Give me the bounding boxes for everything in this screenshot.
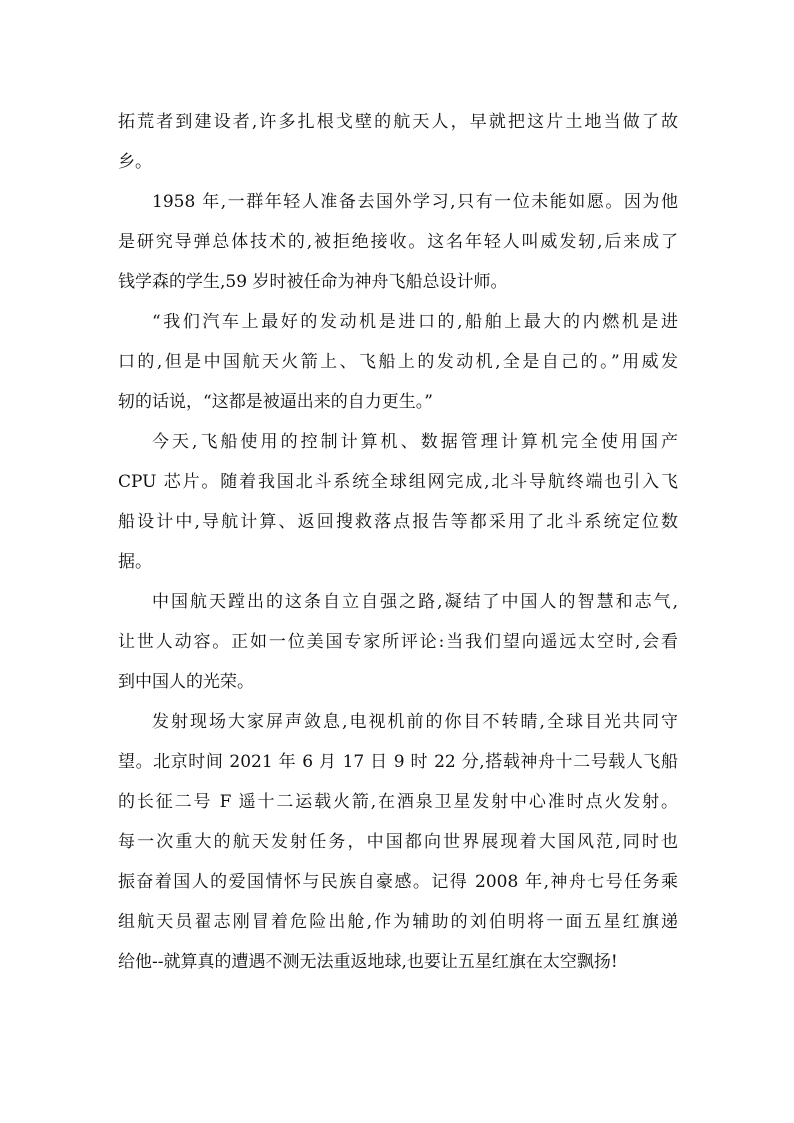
text-line: 让世人动容。正如一位美国专家所评论:当我们望向遥远太空时,会看 <box>118 632 678 652</box>
text-line: 振奋着国人的爱国情怀与民族自豪感。记得 2008 年,神舟七号任务乘 <box>118 872 678 892</box>
paragraph-5 <box>118 582 678 702</box>
text-line: 轫的话说，“这都是被逼出来的自力更生。” <box>118 392 433 412</box>
text-line: “我们汽车上最好的发动机是进口的,船舶上最大的内燃机是进 <box>152 312 678 332</box>
text-line: 组航天员翟志刚冒着危险出舱,作为辅助的刘伯明将一面五星红旗递 <box>118 912 678 932</box>
text-line: 今天,飞船使用的控制计算机、数据管理计算机完全使用国产 <box>152 432 678 452</box>
text-line: 是研究导弹总体技术的,被拒绝接收。这名年轻人叫威发轫,后来成了 <box>118 232 678 252</box>
paragraph-1 <box>118 102 678 182</box>
text-line: CPU 芯片。随着我国北斗系统全球组网完成,北斗导航终端也引入飞 <box>118 472 678 492</box>
text-line: 拓荒者到建设者,许多扎根戈壁的航天人，早就把这片土地当做了故 <box>118 112 678 132</box>
text-line: 发射现场大家屏声敛息,电视机前的你目不转睛,全球目光共同守 <box>152 712 678 732</box>
text-line: 中国航天蹚出的这条自立自强之路,凝结了中国人的智慧和志气, <box>152 592 678 612</box>
text-line: 据。 <box>118 552 152 572</box>
paragraph-6 <box>118 702 678 982</box>
text-line: 的长征二号 F 遥十二运载火箭,在酒泉卫星发射中心准时点火发射。 <box>118 792 678 812</box>
text-line: 到中国人的光荣。 <box>118 672 254 692</box>
text-line: 给他--就算真的遭遇不测无法重返地球,也要让五星红旗在太空飘扬! <box>118 952 618 972</box>
text-line: 望。北京时间 2021 年 6 月 17 日 9 时 22 分,搭载神舟十二号载人飞船 <box>118 752 678 772</box>
text-line: 每一次重大的航天发射任务，中国都向世界展现着大国风范,同时也 <box>118 832 678 852</box>
text-line: 钱学森的学生,59 岁时被任命为神舟飞船总设计师。 <box>118 272 508 292</box>
paragraph-3 <box>118 302 678 422</box>
paragraph-4 <box>118 422 678 582</box>
text-line: 乡。 <box>118 152 152 172</box>
paragraph-2 <box>118 182 678 302</box>
document-body <box>118 102 678 982</box>
text-line: 口的,但是中国航天火箭上、飞船上的发动机,全是自己的。”用威发 <box>118 352 678 372</box>
text-line: 1958 年,一群年轻人准备去国外学习,只有一位未能如愿。因为他 <box>152 192 678 212</box>
text-line: 船设计中,导航计算、返回搜救落点报告等都采用了北斗系统定位数 <box>118 512 678 532</box>
